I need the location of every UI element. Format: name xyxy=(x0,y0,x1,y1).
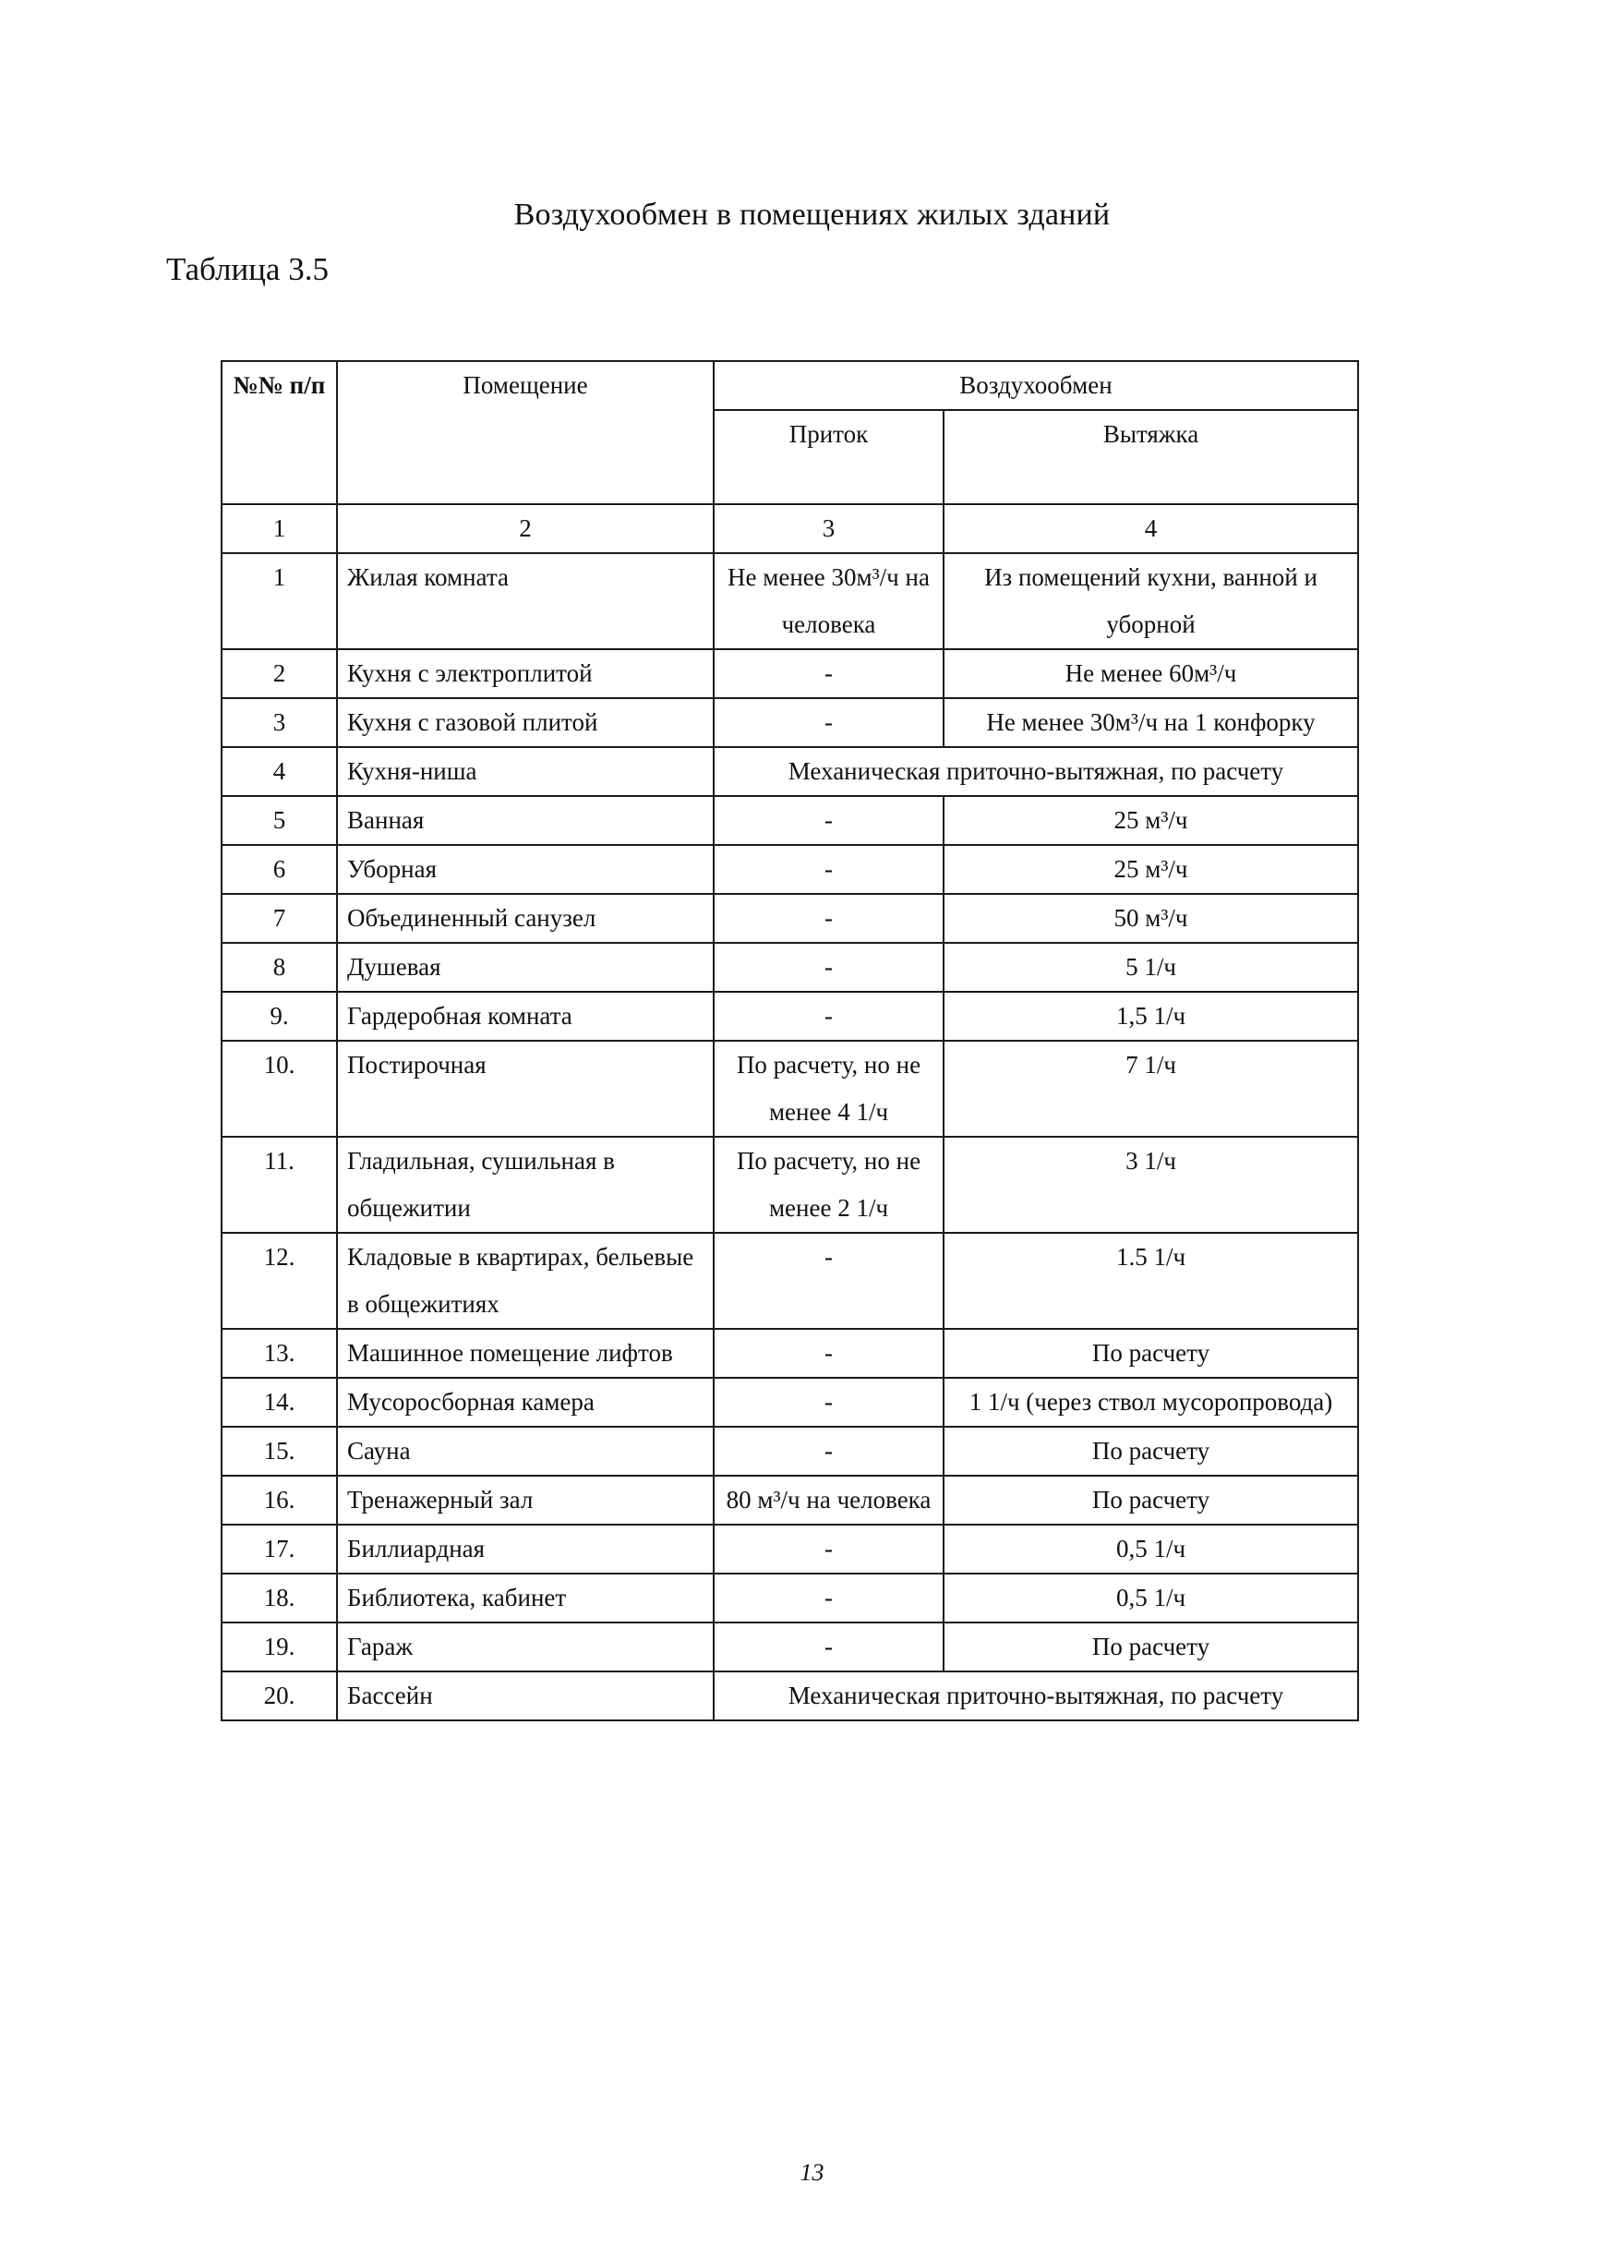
room-cell: Бассейн xyxy=(337,1671,714,1720)
supply-cell: - xyxy=(714,1378,944,1427)
supply-cell: - xyxy=(714,1525,944,1574)
room-cell: Библиотека, кабинет xyxy=(337,1574,714,1623)
row-number-cell: 4 xyxy=(222,747,337,796)
table-row xyxy=(222,1041,1358,1137)
room-cell: Кухня с газовой плитой xyxy=(337,698,714,747)
supply-cell: - xyxy=(714,1574,944,1623)
table-row xyxy=(222,992,1358,1041)
table-row xyxy=(222,1671,1358,1720)
column-number-cell: 4 xyxy=(944,504,1358,553)
table-row xyxy=(222,894,1358,943)
row-number-cell: 5 xyxy=(222,796,337,845)
header-row-1 xyxy=(222,361,1358,410)
room-cell: Объединенный санузел xyxy=(337,894,714,943)
room-cell: Душевая xyxy=(337,943,714,992)
exhaust-cell: 50 м³/ч xyxy=(944,894,1358,943)
supply-cell: - xyxy=(714,796,944,845)
supply-cell: - xyxy=(714,1623,944,1671)
table-row xyxy=(222,796,1358,845)
row-number-cell: 11. xyxy=(222,1137,337,1233)
exhaust-cell: 0,5 1/ч xyxy=(944,1525,1358,1574)
exhaust-cell: По расчету xyxy=(944,1476,1358,1525)
row-number-cell: 2 xyxy=(222,649,337,698)
row-number-cell: 7 xyxy=(222,894,337,943)
row-number-cell: 1 xyxy=(222,553,337,649)
exhaust-cell: По расчету xyxy=(944,1623,1358,1671)
exhaust-cell: 7 1/ч xyxy=(944,1041,1358,1137)
supply-cell: - xyxy=(714,649,944,698)
row-number-cell: 8 xyxy=(222,943,337,992)
supply-cell: По расчету, но не менее 2 1/ч xyxy=(714,1137,944,1233)
row-number-cell: 10. xyxy=(222,1041,337,1137)
exhaust-cell: 25 м³/ч xyxy=(944,796,1358,845)
supply-cell: 80 м³/ч на человека xyxy=(714,1476,944,1525)
row-number-cell: 14. xyxy=(222,1378,337,1427)
table-row xyxy=(222,553,1358,649)
room-cell: Жилая комната xyxy=(337,553,714,649)
exhaust-cell: Не менее 30м³/ч на 1 конфорку xyxy=(944,698,1358,747)
room-cell: Постирочная xyxy=(337,1041,714,1137)
header-air-exchange: Воздухообмен xyxy=(714,361,1358,410)
table-row xyxy=(222,1378,1358,1427)
exhaust-cell: Не менее 60м³/ч xyxy=(944,649,1358,698)
air-exchange-table xyxy=(221,360,1359,1721)
table-row xyxy=(222,1233,1358,1329)
row-number-cell: 6 xyxy=(222,845,337,894)
table-row xyxy=(222,747,1358,796)
row-number-cell: 3 xyxy=(222,698,337,747)
supply-cell: - xyxy=(714,1233,944,1329)
merged-air-exchange-cell: Механическая приточно-вытяжная, по расчету xyxy=(714,1671,1358,1720)
room-cell: Ванная xyxy=(337,796,714,845)
room-cell: Гладильная, сушильная в общежитии xyxy=(337,1137,714,1233)
header-exhaust: Вытяжка xyxy=(944,410,1358,504)
exhaust-cell: 5 1/ч xyxy=(944,943,1358,992)
row-number-cell: 17. xyxy=(222,1525,337,1574)
exhaust-cell: 1,5 1/ч xyxy=(944,992,1358,1041)
exhaust-cell: 3 1/ч xyxy=(944,1137,1358,1233)
supply-cell: - xyxy=(714,992,944,1041)
supply-cell: Не менее 30м³/ч на человека xyxy=(714,553,944,649)
room-cell: Уборная xyxy=(337,845,714,894)
room-cell: Кладовые в квартирах, бельевые в общежитиях xyxy=(337,1233,714,1329)
column-number-cell: 1 xyxy=(222,504,337,553)
room-cell: Кухня-ниша xyxy=(337,747,714,796)
room-cell: Сауна xyxy=(337,1427,714,1476)
supply-cell: - xyxy=(714,1427,944,1476)
exhaust-cell: 1.5 1/ч xyxy=(944,1233,1358,1329)
room-cell: Машинное помещение лифтов xyxy=(337,1329,714,1378)
table-row xyxy=(222,845,1358,894)
supply-cell: - xyxy=(714,894,944,943)
supply-cell: По расчету, но не менее 4 1/ч xyxy=(714,1041,944,1137)
room-cell: Тренажерный зал xyxy=(337,1476,714,1525)
table-body xyxy=(222,504,1358,1720)
row-number-cell: 15. xyxy=(222,1427,337,1476)
table-row xyxy=(222,943,1358,992)
column-number-cell: 2 xyxy=(337,504,714,553)
header-room: Помещение xyxy=(337,361,714,504)
row-number-cell: 16. xyxy=(222,1476,337,1525)
supply-cell: - xyxy=(714,845,944,894)
exhaust-cell: 0,5 1/ч xyxy=(944,1574,1358,1623)
table-row xyxy=(222,1574,1358,1623)
table-row xyxy=(222,649,1358,698)
page-number: 13 xyxy=(800,2159,824,2186)
table-row xyxy=(222,698,1358,747)
room-cell: Мусоросборная камера xyxy=(337,1378,714,1427)
table-row xyxy=(222,1427,1358,1476)
supply-cell: - xyxy=(714,1329,944,1378)
row-number-cell: 19. xyxy=(222,1623,337,1671)
exhaust-cell: 1 1/ч (через ствол мусоропровода) xyxy=(944,1378,1358,1427)
room-cell: Кухня с электроплитой xyxy=(337,649,714,698)
table-row xyxy=(222,1623,1358,1671)
row-number-cell: 9. xyxy=(222,992,337,1041)
row-number-cell: 12. xyxy=(222,1233,337,1329)
room-cell: Гардеробная комната xyxy=(337,992,714,1041)
document-title: Воздухообмен в помещениях жилых зданий xyxy=(513,198,1111,232)
column-number-cell: 3 xyxy=(714,504,944,553)
table-row xyxy=(222,1525,1358,1574)
supply-cell: - xyxy=(714,698,944,747)
row-number-cell: 18. xyxy=(222,1574,337,1623)
table-row xyxy=(222,1137,1358,1233)
exhaust-cell: Из помещений кухни, ванной и уборной xyxy=(944,553,1358,649)
header-supply: Приток xyxy=(714,410,944,504)
column-number-row xyxy=(222,504,1358,553)
room-cell: Биллиардная xyxy=(337,1525,714,1574)
exhaust-cell: По расчету xyxy=(944,1329,1358,1378)
row-number-cell: 20. xyxy=(222,1671,337,1720)
row-number-cell: 13. xyxy=(222,1329,337,1378)
header-number: №№ п/п xyxy=(222,361,337,504)
room-cell: Гараж xyxy=(337,1623,714,1671)
exhaust-cell: По расчету xyxy=(944,1427,1358,1476)
table-row xyxy=(222,1476,1358,1525)
table-caption: Таблица 3.5 xyxy=(166,251,329,287)
table-row xyxy=(222,1329,1358,1378)
supply-cell: - xyxy=(714,943,944,992)
merged-air-exchange-cell: Механическая приточно-вытяжная, по расчету xyxy=(714,747,1358,796)
exhaust-cell: 25 м³/ч xyxy=(944,845,1358,894)
